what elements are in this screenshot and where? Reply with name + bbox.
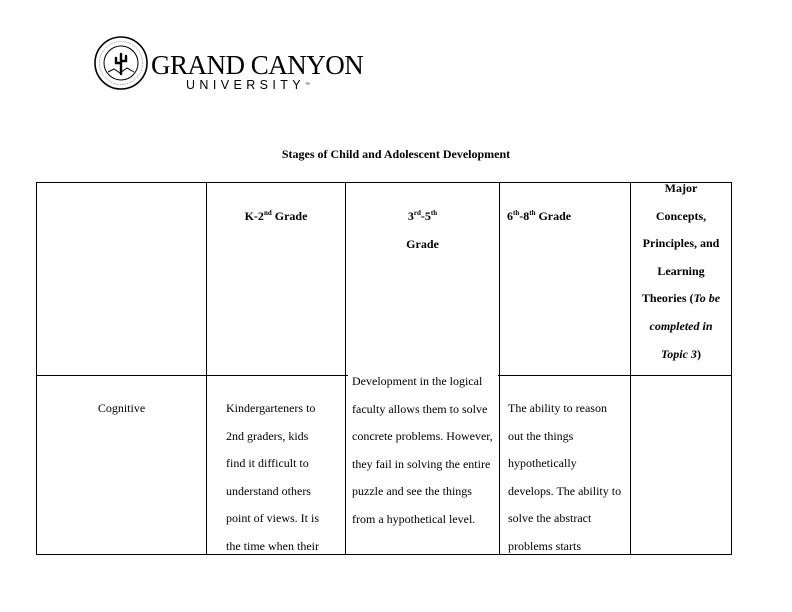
header-6-8: 6th-8th Grade	[507, 209, 572, 223]
header-3-5: 3rd-5th Grade	[406, 209, 439, 251]
col-divider-1	[206, 182, 207, 555]
header-concepts: Major Concepts, Principles, and Learning Theories (To be completed in Topic 3)	[641, 181, 721, 361]
university-seal-icon	[94, 36, 148, 90]
cell-k2-cognitive: Kindergarteners to 2nd graders, kids find it difficult to understand others point of views. It is the time when their	[226, 401, 319, 553]
header-k2: K-2nd Grade	[244, 209, 308, 223]
table-border-left	[36, 182, 37, 555]
table-border-right	[731, 182, 732, 555]
document-title: Stages of Child and Adolescent Development	[281, 147, 511, 161]
row-label-cognitive: Cognitive	[97, 401, 146, 415]
cell-6-8-cognitive: The ability to reason out the things hypothetically develops. The ability to solve the abstract problems starts	[508, 401, 622, 553]
brand-name: GRAND CANYON	[151, 50, 364, 80]
brand-subtitle: UNIVERSITY™	[186, 78, 311, 92]
cell-3-5-cognitive: Development in the logical faculty allows them to solve concrete problems. However, they fail in solving the entire puzzle and see the things from a hypothetical level.	[352, 374, 493, 526]
university-logo	[94, 36, 364, 96]
table-border-top	[36, 182, 732, 183]
development-table	[36, 182, 732, 555]
